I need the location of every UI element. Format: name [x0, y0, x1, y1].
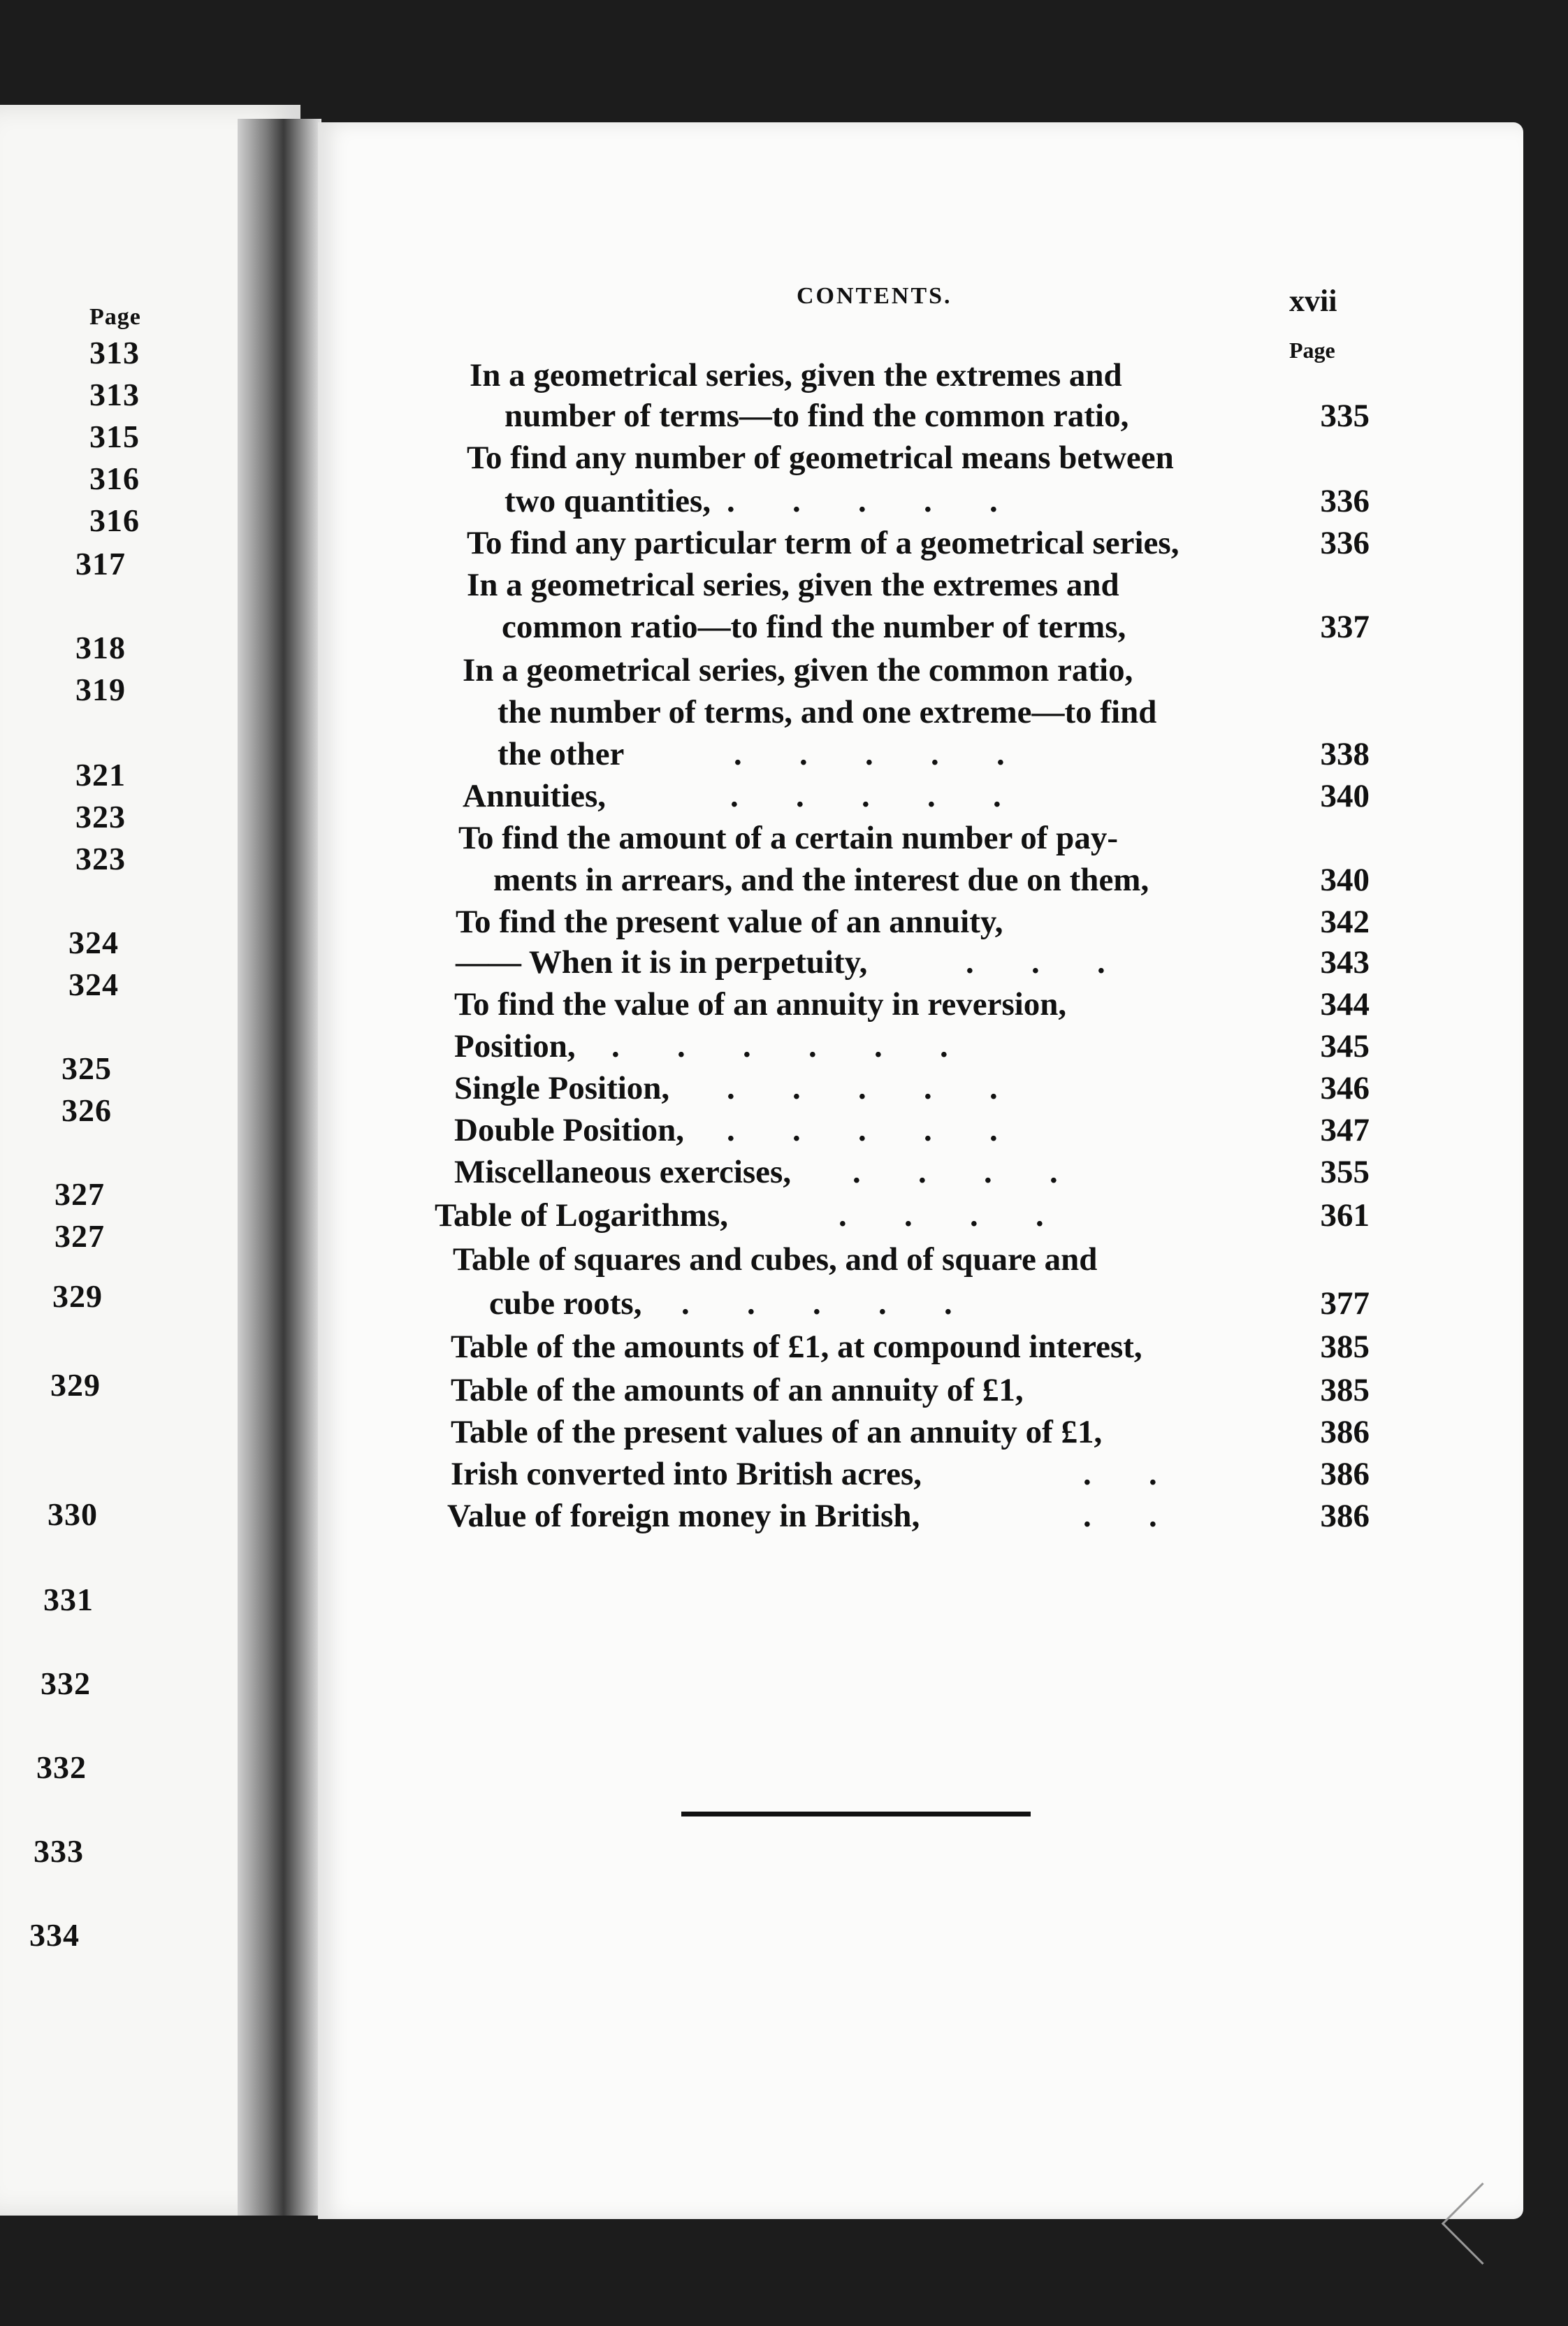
dot-leaders: . . . . . . — [611, 1028, 948, 1064]
toc-entry-text: Table of the amounts of an annuity of £1, — [451, 1372, 1024, 1408]
toc-entry-text: Position, — [454, 1028, 576, 1064]
toc-entry-text: cube roots, — [489, 1285, 642, 1322]
toc-entry-text: Irish converted into British acres, — [451, 1456, 922, 1492]
toc-entry-text: the other — [498, 736, 625, 772]
left-page-number: 326 — [61, 1092, 112, 1128]
left-page-number: 313 — [89, 335, 140, 370]
dot-leaders: . . . . — [852, 1154, 1058, 1190]
toc-entry-text: —— When it is in perpetuity, — [456, 944, 868, 981]
toc-entry-page: 347 — [1320, 1112, 1370, 1148]
toc-entry-text: Value of foreign money in British, — [447, 1498, 920, 1534]
toc-entry-text: To find any particular term of a geometrical series, — [467, 525, 1179, 561]
toc-entry-text: To find the amount of a certain number of pay- — [458, 820, 1118, 856]
left-page-number: 327 — [55, 1176, 105, 1212]
left-page-number: 330 — [48, 1496, 98, 1532]
toc-entry-text: Table of Logarithms, — [435, 1197, 728, 1234]
toc-entry-page: 385 — [1320, 1329, 1370, 1365]
toc-entry-page: 386 — [1320, 1498, 1370, 1534]
left-page-number: 323 — [75, 799, 126, 835]
dot-leaders: . . . . . — [727, 1070, 998, 1106]
toc-entry-text: Table of the present values of an annuity of £1, — [451, 1414, 1103, 1450]
left-page-number: 324 — [68, 925, 119, 960]
toc-entry-page: 335 — [1320, 398, 1370, 434]
toc-entry-text: the number of terms, and one extreme—to find — [498, 694, 1157, 730]
toc-entry-page: 337 — [1320, 609, 1370, 645]
toc-entry-page: 386 — [1320, 1414, 1370, 1450]
left-page-number: 323 — [75, 841, 126, 876]
dot-leaders: . . — [1083, 1456, 1157, 1492]
dot-leaders: . . . . — [839, 1197, 1044, 1234]
dot-leaders: . . . — [966, 944, 1105, 981]
toc-entry-page: 338 — [1320, 736, 1370, 772]
toc-entry-page: 344 — [1320, 986, 1370, 1023]
dot-leaders: . . . . . — [681, 1285, 952, 1322]
toc-entry-page: 377 — [1320, 1285, 1370, 1322]
dot-leaders: . . — [1083, 1498, 1157, 1534]
toc-entry-text: To find the value of an annuity in reversion, — [454, 986, 1067, 1023]
toc-entry-text: Table of squares and cubes, and of square and — [453, 1241, 1098, 1278]
left-page-number: 332 — [36, 1749, 87, 1785]
toc-entry-page: 385 — [1320, 1372, 1370, 1408]
toc-entry-text: two quantities, — [504, 483, 711, 519]
dot-leaders: . . . . . — [730, 778, 1001, 814]
left-page-number: 319 — [75, 672, 126, 707]
toc-entry-page: 336 — [1320, 483, 1370, 519]
toc-entry-text: To find any number of geometrical means between — [467, 440, 1174, 476]
toc-entry-text: common ratio—to find the number of terms, — [502, 609, 1126, 645]
left-page-number: 324 — [68, 967, 119, 1002]
left-page-number: 325 — [61, 1050, 112, 1086]
left-page-number: 332 — [41, 1666, 91, 1701]
left-page-number: 316 — [89, 461, 140, 496]
toc-entry-page: 343 — [1320, 944, 1370, 981]
toc-entry-text: To find the present value of an annuity, — [456, 904, 1003, 940]
folio-number: xvii — [1289, 284, 1337, 318]
toc-entry-text: Single Position, — [454, 1070, 670, 1106]
dot-leaders: . . . . . — [727, 483, 998, 519]
toc-entry-text: Annuities, — [463, 778, 607, 814]
left-page-number: 331 — [43, 1582, 94, 1617]
dot-leaders: . . . . . — [734, 736, 1005, 772]
left-page-number: 327 — [55, 1218, 105, 1254]
left-page-number: 334 — [29, 1917, 80, 1953]
closing-rule — [681, 1812, 1031, 1816]
toc-entry-page: 386 — [1320, 1456, 1370, 1492]
left-page-number: 313 — [89, 377, 140, 412]
toc-entry-page: 355 — [1320, 1154, 1370, 1190]
running-head: CONTENTS. — [797, 283, 952, 309]
toc-entry-page: 340 — [1320, 778, 1370, 814]
toc-entry-text: In a geometrical series, given the extremes and — [470, 357, 1122, 393]
left-page-number: 318 — [75, 630, 126, 665]
left-page-number: 321 — [75, 757, 126, 793]
left-page-number: 316 — [89, 503, 140, 538]
toc-entry-page: 340 — [1320, 862, 1370, 898]
left-page-number: 317 — [75, 546, 126, 582]
left-page-number: 329 — [50, 1367, 101, 1403]
toc-entry-page: 342 — [1320, 904, 1370, 940]
toc-entry-text: ments in arrears, and the interest due on them, — [493, 862, 1149, 898]
toc-entry-page: 336 — [1320, 525, 1370, 561]
book-gutter — [238, 119, 321, 2216]
left-page-number: 315 — [89, 419, 140, 454]
left-page-number: 333 — [34, 1833, 84, 1869]
toc-entry-text: In a geometrical series, given the extremes and — [467, 567, 1119, 603]
left-page-number: 329 — [52, 1278, 103, 1314]
toc-entry-text: In a geometrical series, given the common ratio, — [463, 652, 1133, 688]
toc-entry-text: Double Position, — [454, 1112, 685, 1148]
toc-entry-text: Table of the amounts of £1, at compound interest, — [451, 1329, 1142, 1365]
toc-entry-text: Miscellaneous exercises, — [454, 1154, 792, 1190]
toc-entry-page: 361 — [1320, 1197, 1370, 1234]
page-column-label: Page — [1289, 338, 1335, 363]
dot-leaders: . . . . . — [727, 1112, 998, 1148]
left-page-column-header: Page — [89, 304, 141, 330]
toc-entry-text: number of terms—to find the common ratio, — [504, 398, 1129, 434]
toc-entry-page: 346 — [1320, 1070, 1370, 1106]
toc-entry-page: 345 — [1320, 1028, 1370, 1064]
